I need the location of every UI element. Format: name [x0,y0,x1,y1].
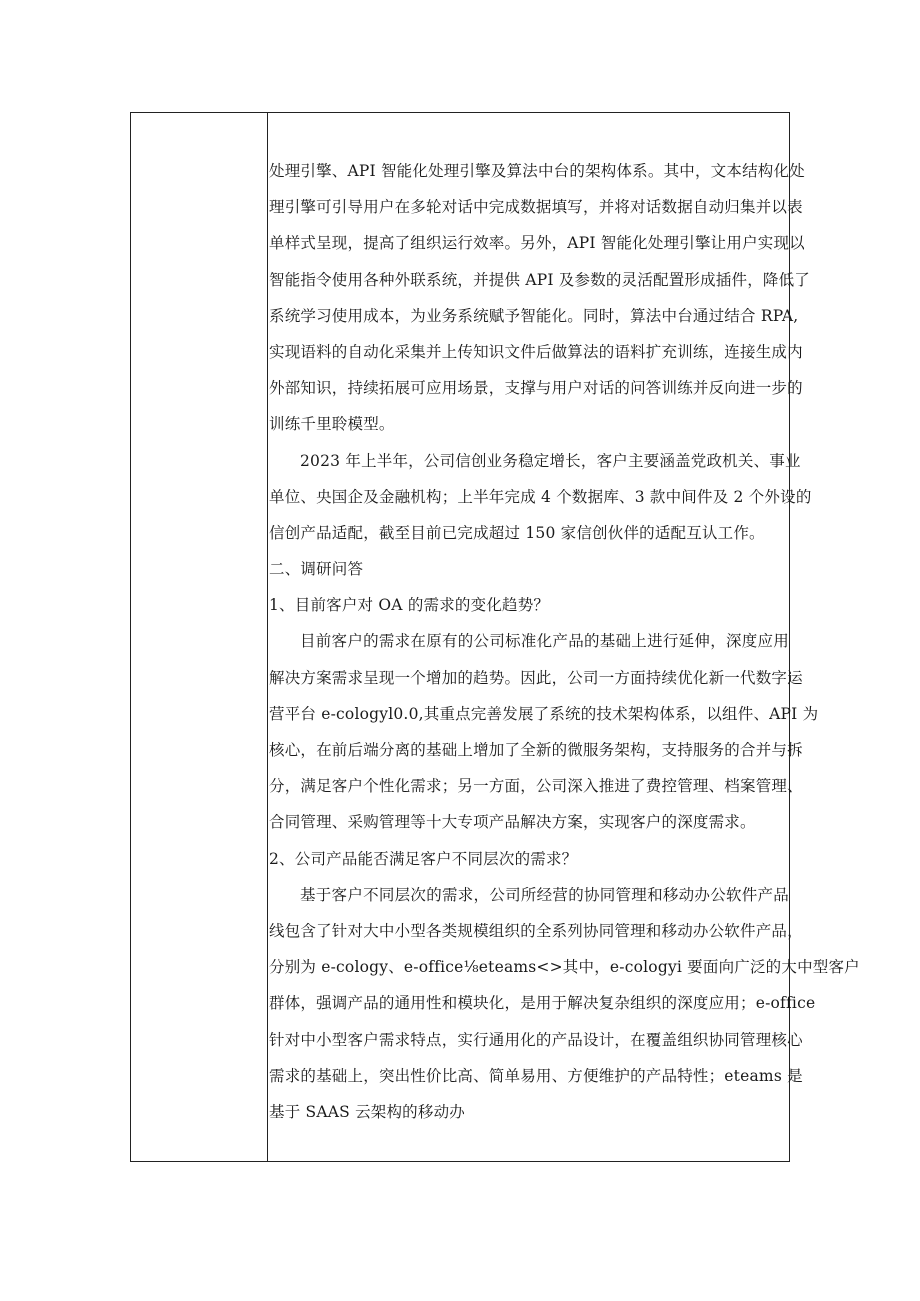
text-line: 分，满足客户个性化需求；另一方面，公司深入推进了费控管理、档案管理、 [269,777,803,796]
text-line: 需求的基础上，突出性价比高、简单易用、方便维护的产品特性；eteams 是 [269,1066,803,1085]
text-line: 合同管理、采购管理等十大专项产品解决方案，实现客户的深度需求。 [269,813,756,832]
text-line: 核心，在前后端分离的基础上增加了全新的微服务架构，支持服务的合并与拆 [269,741,803,759]
text-line: 外部知识，持续拓展可应用场景，支撑与用户对话的问答训练并反向进一步的 [269,379,803,398]
text-line: 目前客户的需求在原有的公司标准化产品的基础上进行延伸，深度应用 [300,632,789,651]
text-line: 系统学习使用成本，为业务系统赋予智能化。同时，算法中台通过结合 RPA, [269,306,799,325]
text-line: 基于 SAAS 云架构的移动办 [269,1102,465,1121]
text-line: 单样式呈现，提高了组织运行效率。另外，API 智能化处理引擎让用户实现以 [269,234,805,253]
text-line: 营平台 e-cologyl0.0,其重点完善发展了系统的技术架构体系，以组件、API 为 [269,704,819,723]
text-line: 1、目前客户对 OA 的需求的变化趋势？ [269,596,550,615]
text-line: 2、公司产品能否满足客户不同层次的需求？ [269,849,578,868]
text-line: 线包含了针对大中小型各类规模组织的全系列协同管理和移动办公软件产品， [269,921,803,940]
text-line: 2023 年上半年，公司信创业务稳定增长，客户主要涵盖党政机关、事业 [300,451,801,470]
text-line: 单位、央国企及金融机构；上半年完成 4 个数据库、3 款中间件及 2 个外设的 [269,487,812,506]
text-line: 分别为 e-cology、e-office⅛eteams<>其中，e-cologyi 要面向广泛的大中型客户 [269,958,860,977]
text-line: 实现语料的自动化采集并上传知识文件后做算法的语料扩充训练，连接生成内 [269,342,803,361]
text-line: 群体，强调产品的通用性和模块化，是用于解决复杂组织的深度应用；e-office [269,994,816,1013]
text-line: 解决方案需求呈现一个增加的趋势。因此，公司一方面持续优化新一代数字运 [269,668,803,687]
text-line: 信创产品适配，截至目前已完成超过 150 家信创伙伴的适配互认工作。 [269,523,765,542]
text-line: 针对中小型客户需求特点，实行通用化的产品设计，在覆盖组织协同管理核心 [269,1030,803,1049]
text-line: 基于客户不同层次的需求，公司所经营的协同管理和移动办公软件产品 [300,885,789,904]
text-line: 二、调研问答 [269,560,364,579]
text-line: 处理引擎、API 智能化处理引擎及算法中台的架构体系。其中，文本结构化处 [269,162,805,180]
table-content-cell [269,113,860,1161]
document-table [130,112,860,1162]
table-label-cell [131,113,268,1161]
text-line: 理引擎可引导用户在多轮对话中完成数据填写，并将对话数据自动归集并以表 [269,198,803,217]
text-line: 智能指令使用各种外联系统，并提供 API 及参数的灵活配置形成插件，降低了 [269,270,811,289]
text-line: 训练千里聆模型。 [269,415,395,434]
